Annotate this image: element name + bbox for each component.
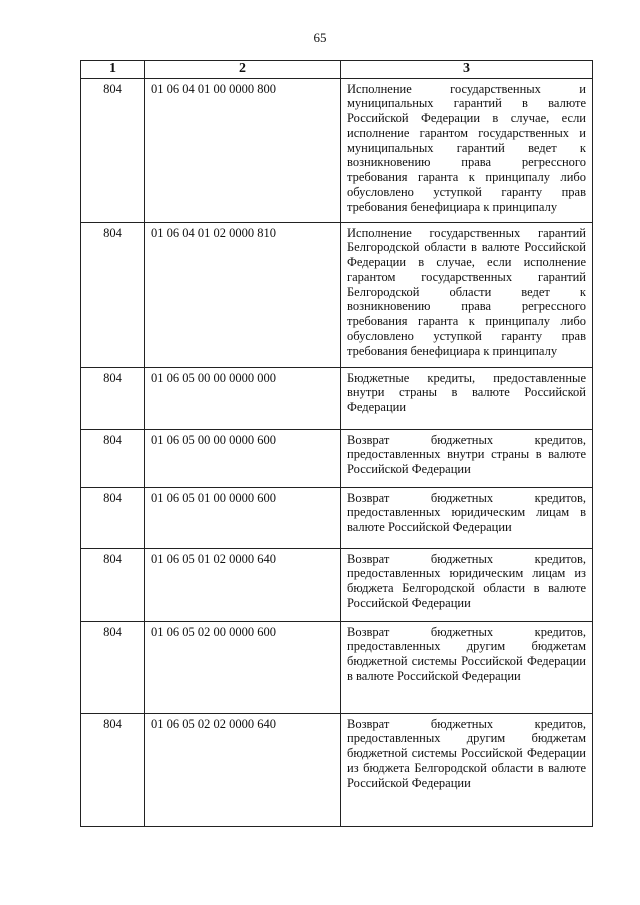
budget-codes-table bbox=[80, 60, 593, 827]
admin-code-cell: 804 bbox=[81, 222, 145, 367]
admin-code-cell: 804 bbox=[81, 548, 145, 621]
admin-code-cell: 804 bbox=[81, 713, 145, 826]
description-cell: Возврат бюджетных кредитов, предоставленных другим бюджетам бюджетной системы Российской Федерации в валюте Российской Федерации bbox=[341, 621, 593, 713]
description-cell: Возврат бюджетных кредитов, предоставленных юридическим лицам из бюджета Белгородской области в валюте Российской Федерации bbox=[341, 548, 593, 621]
budget-code-cell: 01 06 04 01 02 0000 810 bbox=[145, 222, 341, 367]
budget-code-cell: 01 06 05 00 00 0000 000 bbox=[145, 367, 341, 429]
description-cell: Бюджетные кредиты, предоставленные внутри страны в валюте Российской Федерации bbox=[341, 367, 593, 429]
admin-code-cell: 804 bbox=[81, 367, 145, 429]
table-row bbox=[81, 621, 593, 713]
budget-code-cell: 01 06 05 02 00 0000 600 bbox=[145, 621, 341, 713]
page-number: 65 bbox=[313, 30, 327, 45]
admin-code-cell: 804 bbox=[81, 78, 145, 222]
admin-code-cell: 804 bbox=[81, 429, 145, 487]
column-header-2: 2 bbox=[145, 61, 341, 79]
description-cell: Возврат бюджетных кредитов, предоставленных юридическим лицам в валюте Российской Федерации bbox=[341, 487, 593, 548]
table-row bbox=[81, 222, 593, 367]
description-cell: Возврат бюджетных кредитов, предоставленных другим бюджетам бюджетной системы Российской Федерации из бюджета Белгородской области в валюте Российской Федерации bbox=[341, 713, 593, 826]
budget-code-cell: 01 06 04 01 00 0000 800 bbox=[145, 78, 341, 222]
table-row bbox=[81, 487, 593, 548]
budget-code-cell: 01 06 05 01 00 0000 600 bbox=[145, 487, 341, 548]
description-cell: Возврат бюджетных кредитов, предоставленных внутри страны в валюте Российской Федерации bbox=[341, 429, 593, 487]
table-row bbox=[81, 429, 593, 487]
column-header-3: 3 bbox=[341, 61, 593, 79]
admin-code-cell: 804 bbox=[81, 621, 145, 713]
description-cell: Исполнение государственных гарантий Белгородской области в валюте Российской Федерации в случае, если исполнение гарантом государственных гарантий Белгородской области ведет к возникновению права регрессного требования гаранта к принципалу либо обусловлено уступкой гаранту прав требования бенефициара к принципалу bbox=[341, 222, 593, 367]
admin-code-cell: 804 bbox=[81, 487, 145, 548]
description-cell: Исполнение государственных и муниципальных гарантий в валюте Российской Федерации в случае, если исполнение гарантом государственных и муниципальных гарантий ведет к возникновению права регрессного требования гаранта к принципалу либо обусловлено уступкой гаранту прав требования бенефициара к принципалу bbox=[341, 78, 593, 222]
table-row bbox=[81, 548, 593, 621]
column-header-1: 1 bbox=[81, 61, 145, 79]
table-header-row bbox=[81, 61, 593, 79]
budget-code-cell: 01 06 05 00 00 0000 600 bbox=[145, 429, 341, 487]
table-row bbox=[81, 367, 593, 429]
budget-code-cell: 01 06 05 01 02 0000 640 bbox=[145, 548, 341, 621]
table-row bbox=[81, 713, 593, 826]
table-row bbox=[81, 78, 593, 222]
budget-code-cell: 01 06 05 02 02 0000 640 bbox=[145, 713, 341, 826]
